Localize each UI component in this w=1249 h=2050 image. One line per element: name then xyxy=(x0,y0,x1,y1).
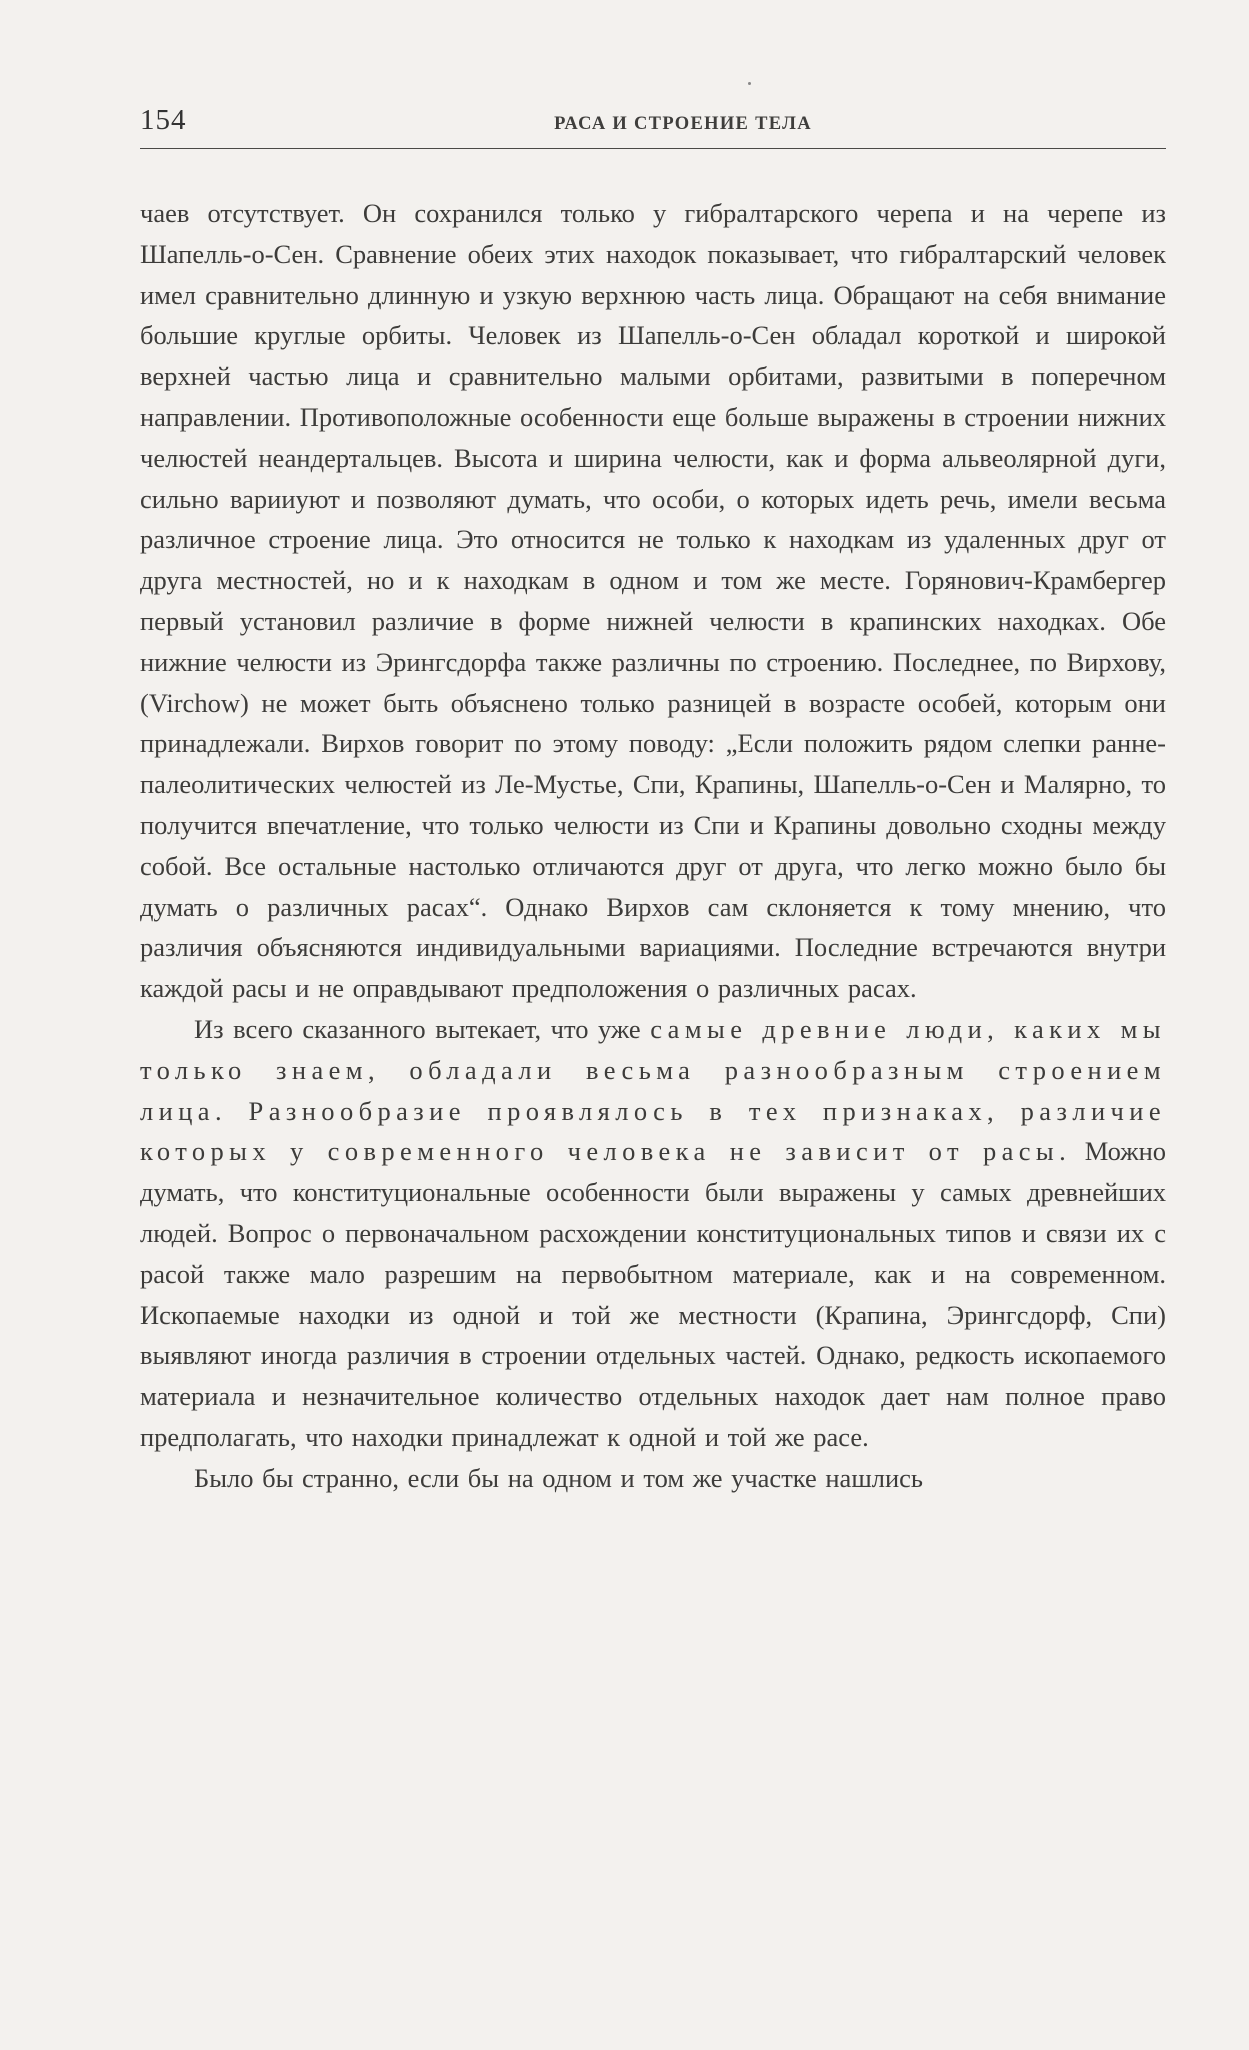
paragraph-2-emphasis: самые древние люди, каких мы только знаем, обладали весьма разнообразным строением лица. Разнообразие проявлялось в тех признаках, различие которых у современного человека не зависит от расы. xyxy=(140,1013,1166,1167)
paragraph-1 xyxy=(140,193,1166,1009)
body-text xyxy=(140,193,1166,1499)
paragraph-2-text-start: Из всего сказанного вытекает, что уже xyxy=(194,1013,651,1044)
print-speck xyxy=(748,82,751,85)
paragraph-3 xyxy=(140,1458,1166,1499)
book-page xyxy=(140,104,1166,1499)
paragraph-1-text: чаев отсутствует. Он сохранился только у гибралтарского черепа и на черепе из Шапелль-о-Сен. Сравнение обеих этих находок показывает, что гибралтарский человек имел сравнительно длинную и узкую верхнюю часть лица. Обращают на себя внимание большие круглые орбиты. Человек из Шапелль-о-Сен обладал короткой и широкой верхней частью лица и сравнительно малыми орбитами, развитыми в поперечном направлении. Противоположные особенности еще больше выражены в строении нижних челюстей неандертальцев. Высота и ширина челюсти, как и форма альвеолярной дуги, сильно варииуют и позволяют думать, что особи, о которых идеть речь, имели весьма различное строение лица. Это относится не только к находкам из удаленных друг от друга местностей, но и к находкам в одном и том же месте. Горянович-Крамбергер первый установил различие в форме нижней челюсти в крапинских находках. Обе нижние челюсти из Эрингсдорфа также различны по строению. Последнее, по Вирхову, (Virchow) не может быть объяснено только разницей в возрасте особей, которым они принадлежали. Вирхов говорит по этому поводу: „Если положить рядом слепки ранне-палеолитических челюстей из Ле-Мустье, Спи, Крапины, Шапелль-о-Сен и Малярно, то получится впечатление, что только челюсти из Спи и Крапины довольно сходны между собой. Все остальные настолько отличаются друг от друга, что легко можно было бы думать о различных расах“. Однако Вирхов сам склоняется к тому мнению, что различия объясняются индивидуальными вариациями. Последние встречаются внутри каждой расы и не оправдывают предположения о различных расах. xyxy=(140,198,1166,1004)
paragraph-2 xyxy=(140,1009,1166,1458)
page-number: 154 xyxy=(140,104,187,136)
running-head: РАСА И СТРОЕНИЕ ТЕЛА xyxy=(554,114,812,134)
paragraph-3-text: Было бы странно, если бы на одном и том же участке нашлись xyxy=(194,1462,923,1493)
paragraph-2-text-end: Можно думать, что конституциональные особенности были выражены у самых древнейших людей. Вопрос о первоначальном расхождении конституциональных типов и связи их с расой также мало разрешим на первобытном материале, как и на современном. Ископаемые находки из одной и той же местности (Крапина, Эрингсдорф, Спи) выявляют иногда различия в строении отдельных частей. Однако, редкость ископаемого материала и незначительное количество отдельных находок дает нам полное право предполагать, что находки принадлежат к одной и той же расе. xyxy=(140,1136,1166,1452)
page-header xyxy=(140,104,1166,149)
